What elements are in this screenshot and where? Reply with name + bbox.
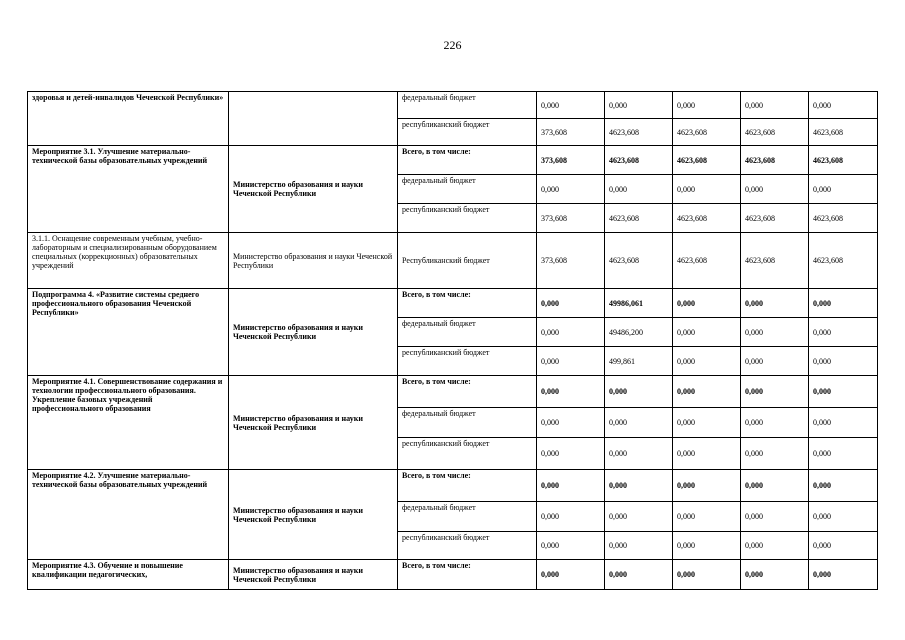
- year-value-cell: 0,000: [673, 289, 741, 318]
- executor-cell: [229, 92, 398, 146]
- year-value-cell: 0,000: [537, 560, 605, 590]
- year-value-cell: 0,000: [605, 92, 673, 119]
- year-value-cell: 373,608: [537, 119, 605, 146]
- year-value-cell: 0,000: [537, 175, 605, 204]
- year-value-cell: 4623,608: [809, 233, 878, 289]
- funding-source-cell: Всего, в том числе:: [398, 289, 537, 318]
- year-value-cell: 0,000: [673, 318, 741, 347]
- measure-name-cell: Подпрограмма 4. «Развитие системы среднего профессионального образования Чеченской Республики»: [28, 289, 229, 376]
- year-value-cell: 0,000: [673, 560, 741, 590]
- year-value-cell: 0,000: [605, 502, 673, 532]
- year-value-cell: 0,000: [809, 318, 878, 347]
- year-value-cell: 0,000: [741, 470, 809, 502]
- table-row: [28, 470, 878, 502]
- page-number: 226: [443, 38, 462, 52]
- year-value-cell: 0,000: [809, 470, 878, 502]
- year-value-cell: 4623,608: [741, 204, 809, 233]
- table-row: [28, 560, 878, 590]
- year-value-cell: 0,000: [673, 347, 741, 376]
- funding-source-cell: федеральный бюджет: [398, 92, 537, 119]
- executor-cell: Министерство образования и науки Чеченской Республики: [229, 470, 398, 560]
- funding-source-cell: Всего, в том числе:: [398, 376, 537, 408]
- year-value-cell: 4623,608: [673, 204, 741, 233]
- year-value-cell: 4623,608: [605, 146, 673, 175]
- funding-source-cell: Всего, в том числе:: [398, 470, 537, 502]
- year-value-cell: 0,000: [809, 408, 878, 438]
- table-row: [28, 289, 878, 318]
- year-value-cell: 49986,061: [605, 289, 673, 318]
- year-value-cell: 4623,608: [741, 233, 809, 289]
- year-value-cell: 0,000: [673, 175, 741, 204]
- year-value-cell: 373,608: [537, 146, 605, 175]
- year-value-cell: 4623,608: [605, 204, 673, 233]
- year-value-cell: 4623,608: [741, 146, 809, 175]
- year-value-cell: 0,000: [809, 92, 878, 119]
- year-value-cell: 0,000: [537, 470, 605, 502]
- funding-source-cell: республиканский бюджет: [398, 119, 537, 146]
- measure-name-cell: Мероприятие 4.1. Совершенствование содержания и технологии профессионального образования. Укрепление базовых учреждений профессионального образования: [28, 376, 229, 470]
- year-value-cell: 0,000: [741, 175, 809, 204]
- year-value-cell: 0,000: [605, 532, 673, 560]
- year-value-cell: 0,000: [673, 376, 741, 408]
- year-value-cell: 0,000: [605, 560, 673, 590]
- executor-cell: Министерство образования и науки Чеченской Республики: [229, 146, 398, 233]
- year-value-cell: 0,000: [673, 502, 741, 532]
- year-value-cell: 0,000: [605, 470, 673, 502]
- funding-source-cell: Всего, в том числе:: [398, 560, 537, 590]
- year-value-cell: 4623,608: [809, 119, 878, 146]
- year-value-cell: 0,000: [741, 438, 809, 470]
- year-value-cell: 0,000: [809, 532, 878, 560]
- measure-name-cell: Мероприятие 4.2. Улучшение материально-технической базы образовательных учреждений: [28, 470, 229, 560]
- year-value-cell: 0,000: [537, 347, 605, 376]
- year-value-cell: 0,000: [741, 532, 809, 560]
- year-value-cell: 0,000: [741, 289, 809, 318]
- year-value-cell: 0,000: [741, 376, 809, 408]
- executor-cell: Министерство образования и науки Чеченской Республики: [229, 233, 398, 289]
- year-value-cell: 4623,608: [741, 119, 809, 146]
- measure-name-cell: 3.1.1. Оснащение современным учебным, учебно-лабораторным и специализированным оборудованием специальных (коррекционных) образовательных учреждений: [28, 233, 229, 289]
- executor-cell: Министерство образования и науки Чеченской Республики: [229, 376, 398, 470]
- year-value-cell: 0,000: [673, 408, 741, 438]
- year-value-cell: 0,000: [741, 347, 809, 376]
- table-row: [28, 233, 878, 289]
- funding-source-cell: республиканский бюджет: [398, 347, 537, 376]
- budget-table: [27, 91, 878, 590]
- year-value-cell: 0,000: [537, 502, 605, 532]
- funding-source-cell: федеральный бюджет: [398, 318, 537, 347]
- year-value-cell: 4623,608: [673, 146, 741, 175]
- year-value-cell: 0,000: [537, 376, 605, 408]
- year-value-cell: 0,000: [537, 532, 605, 560]
- year-value-cell: 0,000: [605, 175, 673, 204]
- measure-name-cell: здоровья и детей-инвалидов Чеченской Республики»: [28, 92, 229, 146]
- funding-source-cell: республиканский бюджет: [398, 438, 537, 470]
- year-value-cell: 4623,608: [809, 204, 878, 233]
- funding-source-cell: республиканский бюджет: [398, 204, 537, 233]
- year-value-cell: 0,000: [741, 502, 809, 532]
- year-value-cell: 49486,200: [605, 318, 673, 347]
- funding-source-cell: федеральный бюджет: [398, 502, 537, 532]
- year-value-cell: 0,000: [809, 175, 878, 204]
- year-value-cell: 0,000: [741, 318, 809, 347]
- budget-table-body: [28, 92, 878, 590]
- funding-source-cell: республиканский бюджет: [398, 532, 537, 560]
- table-row: [28, 146, 878, 175]
- year-value-cell: 0,000: [809, 376, 878, 408]
- year-value-cell: 0,000: [605, 376, 673, 408]
- table-row: [28, 92, 878, 119]
- measure-name-cell: Мероприятие 4.3. Обучение и повышение квалификации педагогических,: [28, 560, 229, 590]
- executor-cell: Министерство образования и науки Чеченской Республики: [229, 560, 398, 590]
- year-value-cell: 0,000: [673, 92, 741, 119]
- year-value-cell: 0,000: [809, 347, 878, 376]
- year-value-cell: 0,000: [809, 502, 878, 532]
- year-value-cell: 0,000: [673, 532, 741, 560]
- year-value-cell: 4623,608: [809, 146, 878, 175]
- year-value-cell: 0,000: [537, 408, 605, 438]
- year-value-cell: 373,608: [537, 204, 605, 233]
- year-value-cell: 0,000: [537, 318, 605, 347]
- measure-name-cell: Мероприятие 3.1. Улучшение материально-технической базы образовательных учреждений: [28, 146, 229, 233]
- year-value-cell: 0,000: [537, 92, 605, 119]
- year-value-cell: 373,608: [537, 233, 605, 289]
- year-value-cell: 499,861: [605, 347, 673, 376]
- year-value-cell: 0,000: [809, 560, 878, 590]
- year-value-cell: 4623,608: [673, 119, 741, 146]
- year-value-cell: 0,000: [537, 289, 605, 318]
- year-value-cell: 4623,608: [605, 119, 673, 146]
- year-value-cell: 0,000: [809, 289, 878, 318]
- year-value-cell: 0,000: [537, 438, 605, 470]
- year-value-cell: 4623,608: [673, 233, 741, 289]
- table-row: [28, 376, 878, 408]
- year-value-cell: 0,000: [741, 408, 809, 438]
- funding-source-cell: федеральный бюджет: [398, 175, 537, 204]
- year-value-cell: 0,000: [741, 92, 809, 119]
- year-value-cell: 0,000: [673, 438, 741, 470]
- funding-source-cell: федеральный бюджет: [398, 408, 537, 438]
- funding-source-cell: Республиканский бюджет: [398, 233, 537, 289]
- year-value-cell: 0,000: [673, 470, 741, 502]
- year-value-cell: 0,000: [605, 438, 673, 470]
- year-value-cell: 0,000: [605, 408, 673, 438]
- executor-cell: Министерство образования и науки Чеченской Республики: [229, 289, 398, 376]
- year-value-cell: 4623,608: [605, 233, 673, 289]
- year-value-cell: 0,000: [809, 438, 878, 470]
- year-value-cell: 0,000: [741, 560, 809, 590]
- funding-source-cell: Всего, в том числе:: [398, 146, 537, 175]
